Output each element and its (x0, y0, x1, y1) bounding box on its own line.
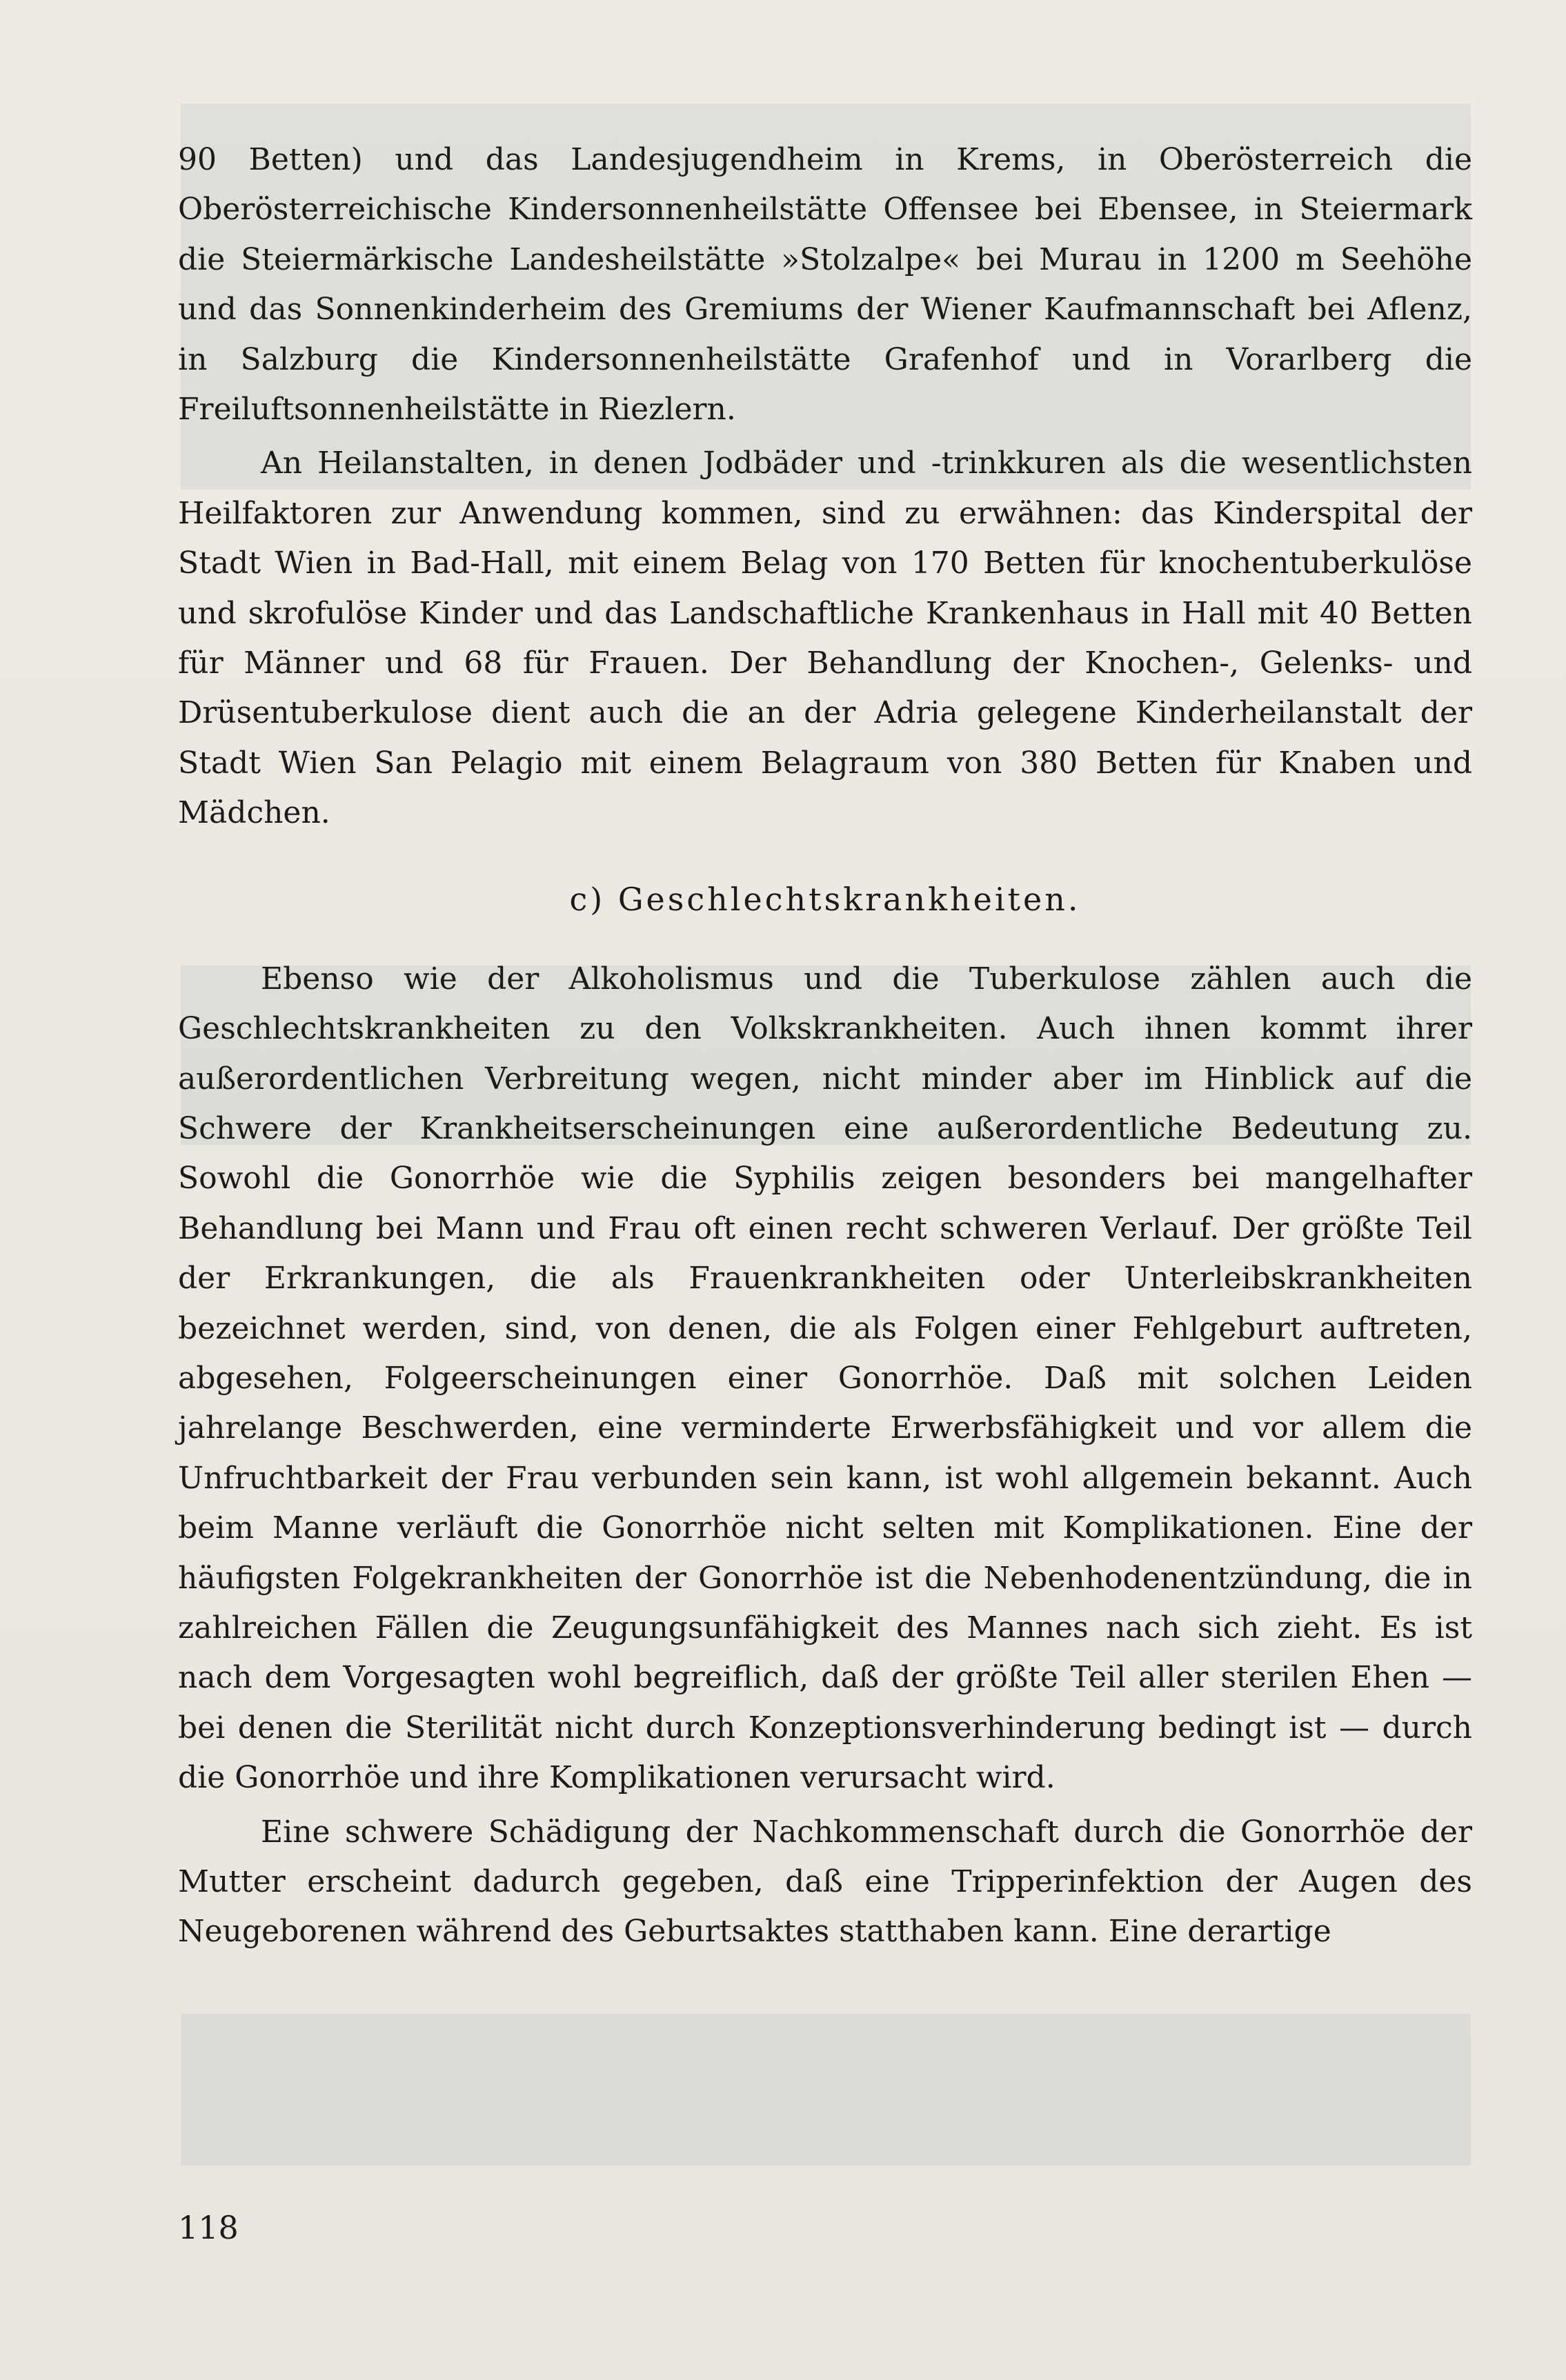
body-text (178, 135, 1472, 1957)
paragraph-heilanstalten: An Heilanstalten, in denen Jodbäder und -trinkkuren als die wesentlichsten Heilfaktoren zur Anwendung kommen, sind zu erwähnen: das Kinderspital der Stadt Wien in Bad-Hall, mit einem Belag von 170 Betten für knochentuberkulöse und skrofulöse Kinder und das Landschaftliche Krankenhaus in Hall mit 40 Betten für Männer und 68 für Frauen. Der Behandlung der Knochen-, Gelenks- und Drüsentuberkulose dient auch die an der Adria gelegene Kinderheilanstalt der Stadt Wien San Pelagio mit einem Belagraum von 380 Betten für Knaben und Mädchen. (178, 446, 1472, 831)
paragraph-continuation: 90 Betten) und das Landesjugendheim in Krems, in Oberösterreich die Oberösterreichische Kindersonnenheilstätte Offensee bei Ebensee, in Steiermark die Steiermärkische Landesheilstätte »Stolzalpe« bei Murau in 1200 m Seehöhe und das Sonnenkinderheim des Gremiums der Wiener Kaufmannschaft bei Aflenz, in Salzburg die Kindersonnenheilstätte Grafenhof und in Vorarlberg die Freiluftsonnenheilstätte in Riezlern. (178, 142, 1472, 428)
paragraph-nachkommenschaft: Eine schwere Schädigung der Nachkommenschaft durch die Gonorrhöe der Mutter erscheint dadurch gegeben, daß eine Tripperinfektion der Augen des Neugeborenen während des Geburtsaktes statthaben kann. Eine derartige (178, 1814, 1472, 1950)
page-number: 118 (178, 2209, 239, 2246)
show-through-shadow (181, 2014, 1471, 2166)
paragraph-geschlechtskrankheiten: Ebenso wie der Alkoholismus und die Tuberkulose zählen auch die Geschlechtskrankheiten zu den Volkskrankheiten. Auch ihnen kommt ihrer außerordentlichen Verbreitung wegen, nicht minder aber im Hinblick auf die Schwere der Krankheitserscheinungen eine außerordentliche Bedeutung zu. Sowohl die Gonorrhöe wie die Syphilis zeigen besonders bei mangelhafter Behandlung bei Mann und Frau oft einen recht schweren Verlauf. Der größte Teil der Erkrankungen, die als Frauenkrankheiten oder Unterleibskrankheiten bezeichnet werden, sind, von denen, die als Folgen einer Fehlgeburt auftreten, abgesehen, Folgeerscheinungen einer Gonorrhöe. Daß mit solchen Leiden jahrelange Beschwerden, eine verminderte Erwerbsfähigkeit und vor allem die Unfruchtbarkeit der Frau verbunden sein kann, ist wohl allgemein bekannt. Auch beim Manne verläuft die Gonorrhöe nicht selten mit Komplikationen. Eine der häufigsten Folgekrankheiten der Gonorrhöe ist die Nebenhodenentzündung, die in zahlreichen Fällen die Zeugungsunfähigkeit des Mannes nach sich zieht. Es ist nach dem Vorgesagten wohl begreiflich, daß der größte Teil aller sterilen Ehen — bei denen die Sterilität nicht durch Konzeptionsverhinderung bedingt ist — durch die Gonorrhöe und ihre Komplikationen verursacht wird. (178, 961, 1472, 1796)
section-heading: c) Geschlechtskrankheiten. (569, 880, 1081, 918)
